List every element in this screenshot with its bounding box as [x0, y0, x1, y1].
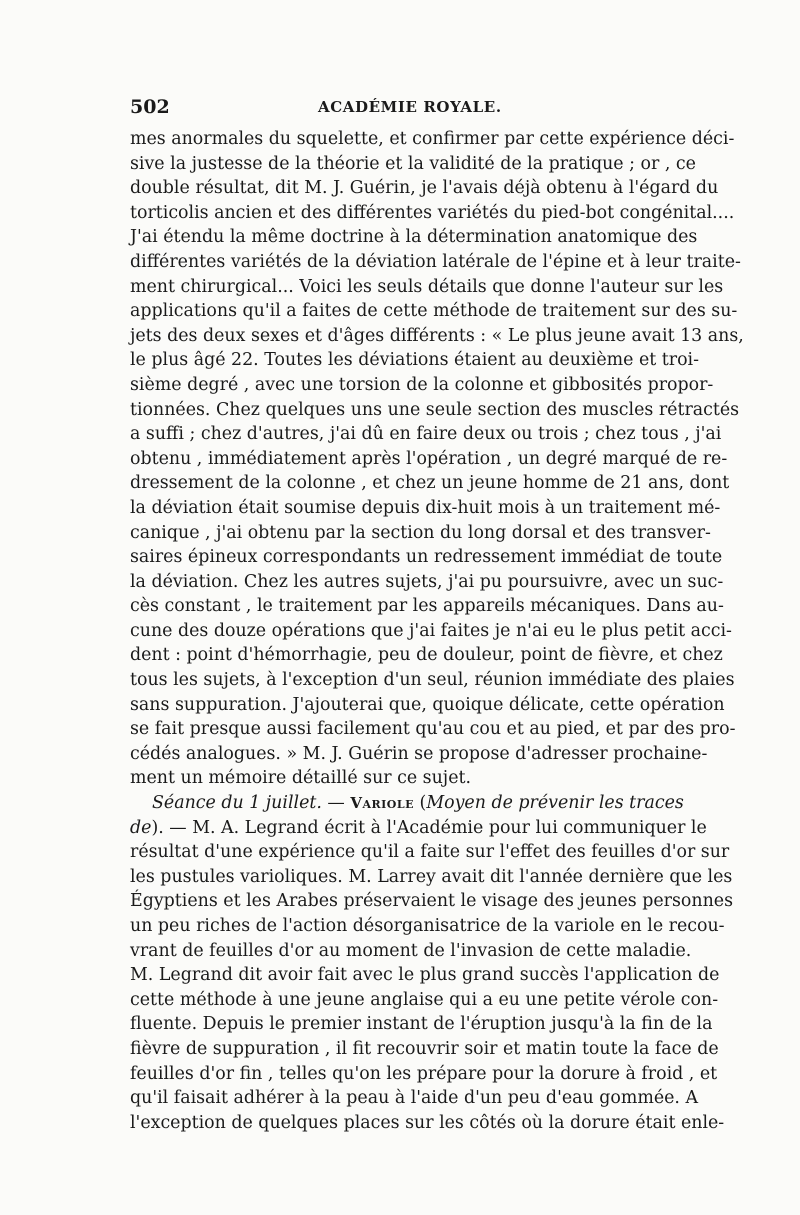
text-line: de). — M. A. Legrand écrit à l'Académie pour lui communiquer le: [130, 817, 707, 838]
text-line: se fait presque aussi facilement qu'au cou et au pied, et par des pro-: [130, 719, 736, 740]
page-number: 502: [130, 96, 170, 118]
text-line: la déviation. Chez les autres sujets, j'ai pu poursuivre, avec un suc-: [130, 571, 724, 592]
text-line: saires épineux correspondants un redressement immédiat de toute: [130, 547, 723, 568]
text-line: le plus âgé 22. Toutes les déviations étaient au deuxième et troi-: [130, 350, 699, 371]
text-line: sive la justesse de la théorie et la validité de la pratique ; or , ce: [130, 153, 696, 174]
text-line: la déviation était soumise depuis dix-huit mois à un traitement mé-: [130, 497, 721, 518]
text-line: qu'il faisait adhérer à la peau à l'aide d'un peu d'eau gommée. A: [130, 1088, 699, 1109]
topic-label: Variole: [350, 794, 414, 813]
text-line: ment un mémoire détaillé sur ce sujet.: [130, 768, 472, 789]
text-line: cune des douze opérations que j'ai faites je n'ai eu le plus petit acci-: [130, 620, 732, 641]
text-line: fluente. Depuis le premier instant de l'éruption jusqu'à la fin de la: [130, 1014, 713, 1035]
paragraph-legrand: [130, 791, 734, 1135]
text-line: J'ai étendu la même doctrine à la détermination anatomique des: [130, 227, 698, 248]
text-line: un peu riches de l'action désorganisatrice de la variole en le recou-: [130, 916, 725, 936]
text-line: dressement de la colonne , et chez un jeune homme de 21 ans, dont: [130, 473, 730, 494]
text-line: Égyptiens et les Arabes préservaient le visage des jeunes personnes: [130, 891, 734, 912]
text-line: feuilles d'or fin , telles qu'on les prépare pour la dorure à froid , et: [130, 1063, 718, 1084]
section-heading-line: Séance du 1 juillet. — Variole (Moyen de prévenir les traces: [152, 793, 684, 814]
paragraph-guerin: [130, 127, 744, 791]
text-line: tionnées. Chez quelques uns une seule section des muscles rétractés: [130, 399, 740, 420]
running-title: ACADÉMIE ROYALE.: [318, 98, 502, 116]
text-line: obtenu , immédiatement après l'opération , un degré marqué de re-: [130, 448, 728, 469]
text-line: double résultat, dit M. J. Guérin, je l'avais déjà obtenu à l'égard du: [130, 178, 719, 199]
text-line: cette méthode à une jeune anglaise qui a eu une petite vérole con-: [130, 989, 719, 1010]
text-line: canique , j'ai obtenu par la section du long dorsal et des transver-: [130, 522, 711, 543]
page-body: [130, 127, 744, 1135]
text-line: sième degré , avec une torsion de la colonne et gibbosités propor-: [130, 374, 714, 395]
text-line: ment chirurgical... Voici les seuls détails que donne l'auteur sur les: [130, 276, 724, 297]
text-line: torticolis ancien et des différentes variétés du pied-bot congénital....: [130, 202, 735, 223]
text-line: mes anormales du squelette, et confirmer par cette expérience déci-: [130, 129, 735, 149]
text-line: différentes variétés de la déviation latérale de l'épine et à leur traite-: [130, 251, 741, 272]
text-line: tous les sujets, à l'exception d'un seul, réunion immédiate des plaies: [130, 670, 735, 691]
seance-date: Séance du 1 juillet.: [152, 793, 322, 814]
section-subtitle: Moyen de prévenir les traces: [426, 793, 684, 814]
text-line: jets des deux sexes et d'âges différents : « Le plus jeune avait 13 ans,: [130, 325, 744, 346]
page-header: [130, 96, 675, 118]
text-line: fièvre de suppuration , il fit recouvrir soir et matin toute la face de: [130, 1038, 719, 1059]
text-line: vrant de feuilles d'or au moment de l'invasion de cette maladie.: [130, 940, 692, 961]
text-line: cédés analogues. » M. J. Guérin se propose d'adresser prochaine-: [130, 743, 708, 764]
text-line: résultat d'une expérience qu'il a faite sur l'effet des feuilles d'or sur: [130, 842, 730, 863]
text-line: M. Legrand dit avoir fait avec le plus grand succès l'application de: [130, 965, 720, 986]
text-line: sans suppuration. J'ajouterai que, quoique délicate, cette opération: [130, 694, 725, 715]
text-line: l'exception de quelques places sur les côtés où la dorure était enle-: [130, 1112, 725, 1133]
text-line: cès constant , le traitement par les appareils mécaniques. Dans au-: [130, 596, 724, 617]
text-line: dent : point d'hémorrhagie, peu de douleur, point de fièvre, et chez: [130, 645, 723, 666]
text-line: les pustules varioliques. M. Larrey avait dit l'année dernière que les: [130, 866, 733, 887]
text-line: a suffi ; chez d'autres, j'ai dû en faire deux ou trois ; chez tous , j'ai: [130, 424, 722, 445]
text-line: applications qu'il a faites de cette méthode de traitement sur des su-: [130, 301, 738, 322]
